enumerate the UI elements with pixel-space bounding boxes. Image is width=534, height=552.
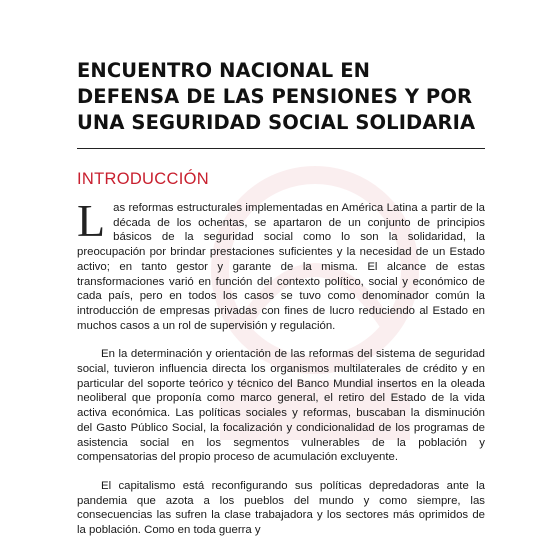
title-divider (77, 148, 485, 149)
document-title (77, 58, 497, 136)
paragraph-2: En la determinación y orientación de las reformas del sistema de seguridad social, tuvieron influencia directa los organismos multilaterales de crédito y en particular del soporte teórico y técnico del Banco Mundial insertos en la oleada neoliberal que proponía como marco general, el retiro del Estado de la vida activa económica. Las políticas sociales y reformas, buscaban la disminución del Gasto Público Social, la focalización y condicionalidad de los programas de asistencia social en los segmentos vulnerables de la población y compensatorias del propio proceso de acumulación excluyente. (77, 348, 485, 464)
title-line-1: ENCUENTRO NACIONAL EN (77, 59, 371, 82)
drop-cap: L (77, 195, 106, 246)
body-text (77, 195, 485, 552)
paragraph-1-text: as reformas estructurales implementadas en América Latina a partir de la década de los ochentas, se apartaron de un conjunto de principios básicos de la seguridad social como lo son la solidaridad, la preocupación por brindar prestaciones suficientes y la necesidad de un Estado activo; en tanto gestor y garante de la misma. El alcance de estas transformaciones varió en función del contexto político, social y económico de cada país, pero en todos los casos se tuvo como denominador común la introducción de empresas privadas con fines de lucro reduciendo al Estado en muchos casos a un rol de supervisión y regulación. (77, 202, 485, 332)
title-line-3: UNA SEGURIDAD SOCIAL SOLIDARIA (77, 111, 476, 134)
section-heading: INTRODUCCIÓN (77, 170, 209, 188)
title-line-2: DEFENSA DE LAS PENSIONES Y POR (77, 85, 473, 108)
paragraph-3: El capitalismo está reconfigurando sus políticas depredadoras ante la pandemia que azota a los pueblos del mundo y como siempre, las consecuencias las sufren la clase trabajadora y los sectores más oprimidos de la población. Como en toda guerra y (77, 479, 485, 537)
paragraph-1 (77, 195, 485, 333)
